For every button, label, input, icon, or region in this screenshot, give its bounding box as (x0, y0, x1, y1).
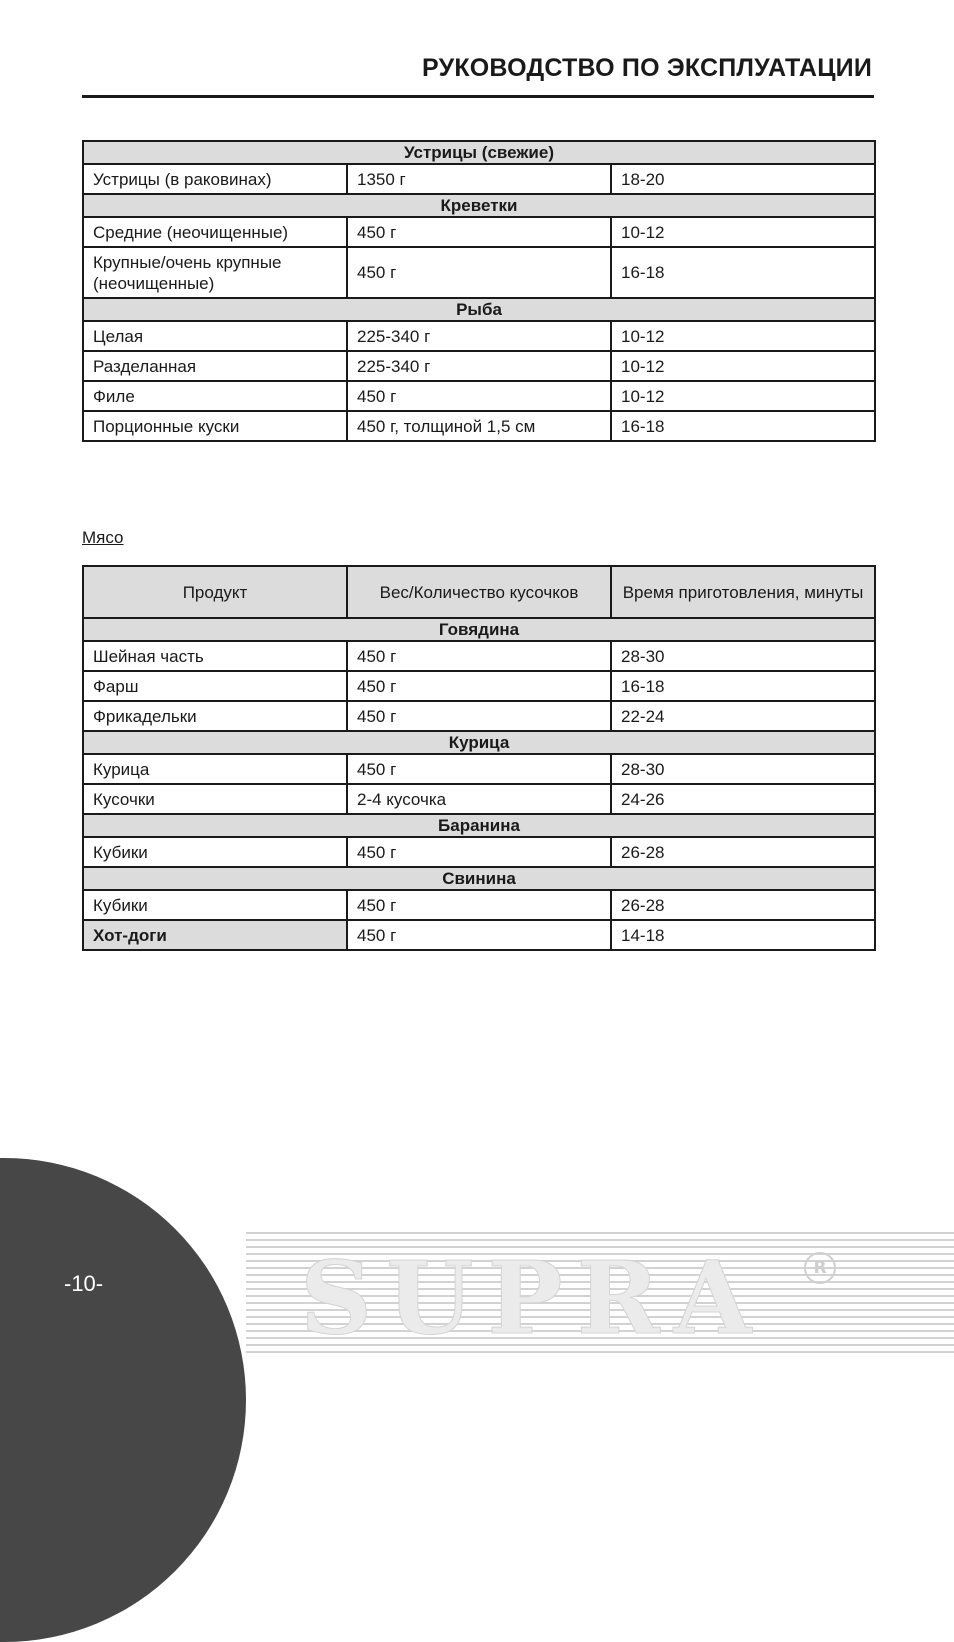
page-title: РУКОВОДСТВО ПО ЭКСПЛУАТАЦИИ (422, 54, 872, 82)
time-cell: 18-20 (611, 164, 875, 194)
category-row (83, 814, 875, 837)
table-row (83, 641, 875, 671)
weight-cell: 450 г (347, 754, 611, 784)
category-beef: Говядина (83, 618, 875, 641)
product-cell: Фрикадельки (83, 701, 347, 731)
table-row-hotdogs (83, 920, 875, 950)
table-row (83, 754, 875, 784)
time-cell: 16-18 (611, 247, 875, 298)
product-cell: Кусочки (83, 784, 347, 814)
page-number: -10- (64, 1271, 104, 1296)
weight-cell: 1350 г (347, 164, 611, 194)
category-pork: Свинина (83, 867, 875, 890)
column-header-time: Время приготовления, минуты (611, 566, 875, 618)
category-fish: Рыба (83, 298, 875, 321)
product-cell: Целая (83, 321, 347, 351)
column-header-weight: Вес/Количество кусочков (347, 566, 611, 618)
header-rule (82, 95, 874, 98)
product-cell-hotdogs: Хот-доги (83, 920, 347, 950)
table-row (83, 381, 875, 411)
column-header-product: Продукт (83, 566, 347, 618)
category-oysters: Устрицы (свежие) (83, 141, 875, 164)
category-row (83, 194, 875, 217)
table-row (83, 837, 875, 867)
table-row (83, 217, 875, 247)
time-cell: 16-18 (611, 671, 875, 701)
weight-cell: 450 г (347, 217, 611, 247)
product-cell: Кубики (83, 890, 347, 920)
table-row (83, 890, 875, 920)
time-cell: 16-18 (611, 411, 875, 441)
table-row (83, 411, 875, 441)
weight-cell: 225-340 г (347, 351, 611, 381)
seafood-table (82, 140, 876, 442)
product-cell: Разделанная (83, 351, 347, 381)
brand-logo: SUPRA (300, 1239, 766, 1357)
weight-cell: 450 г (347, 247, 611, 298)
weight-cell: 450 г (347, 837, 611, 867)
time-cell: 10-12 (611, 381, 875, 411)
meat-table (82, 565, 876, 951)
footer-circle (0, 1158, 246, 1642)
weight-cell: 450 г (347, 381, 611, 411)
weight-cell: 450 г, толщиной 1,5 см (347, 411, 611, 441)
weight-cell: 2-4 кусочка (347, 784, 611, 814)
table-row (83, 671, 875, 701)
weight-cell: 225-340 г (347, 321, 611, 351)
weight-cell: 450 г (347, 920, 611, 950)
table-row (83, 351, 875, 381)
product-cell: Крупные/очень крупные (неочищенные) (83, 247, 347, 298)
time-cell: 26-28 (611, 890, 875, 920)
meat-section-label: Мясо (82, 528, 124, 547)
time-cell: 22-24 (611, 701, 875, 731)
weight-cell: 450 г (347, 641, 611, 671)
time-cell: 10-12 (611, 321, 875, 351)
table-row (83, 247, 875, 298)
table-row (83, 701, 875, 731)
header-row (83, 566, 875, 618)
category-row (83, 867, 875, 890)
category-shrimp: Креветки (83, 194, 875, 217)
product-cell: Порционные куски (83, 411, 347, 441)
weight-cell: 450 г (347, 701, 611, 731)
category-row (83, 298, 875, 321)
category-row (83, 618, 875, 641)
product-cell: Курица (83, 754, 347, 784)
category-row (83, 141, 875, 164)
time-cell: 26-28 (611, 837, 875, 867)
product-cell: Средние (неочищенные) (83, 217, 347, 247)
category-chicken: Курица (83, 731, 875, 754)
weight-cell: 450 г (347, 671, 611, 701)
table-row (83, 784, 875, 814)
time-cell: 28-30 (611, 641, 875, 671)
product-cell: Кубики (83, 837, 347, 867)
time-cell: 28-30 (611, 754, 875, 784)
weight-cell: 450 г (347, 890, 611, 920)
category-row (83, 731, 875, 754)
product-cell: Фарш (83, 671, 347, 701)
category-lamb: Баранина (83, 814, 875, 837)
time-cell: 14-18 (611, 920, 875, 950)
product-cell: Шейная часть (83, 641, 347, 671)
time-cell: 10-12 (611, 217, 875, 247)
time-cell: 10-12 (611, 351, 875, 381)
table-row (83, 164, 875, 194)
product-cell: Устрицы (в раковинах) (83, 164, 347, 194)
registered-mark-icon: R (804, 1252, 836, 1284)
table-row (83, 321, 875, 351)
time-cell: 24-26 (611, 784, 875, 814)
product-cell: Филе (83, 381, 347, 411)
